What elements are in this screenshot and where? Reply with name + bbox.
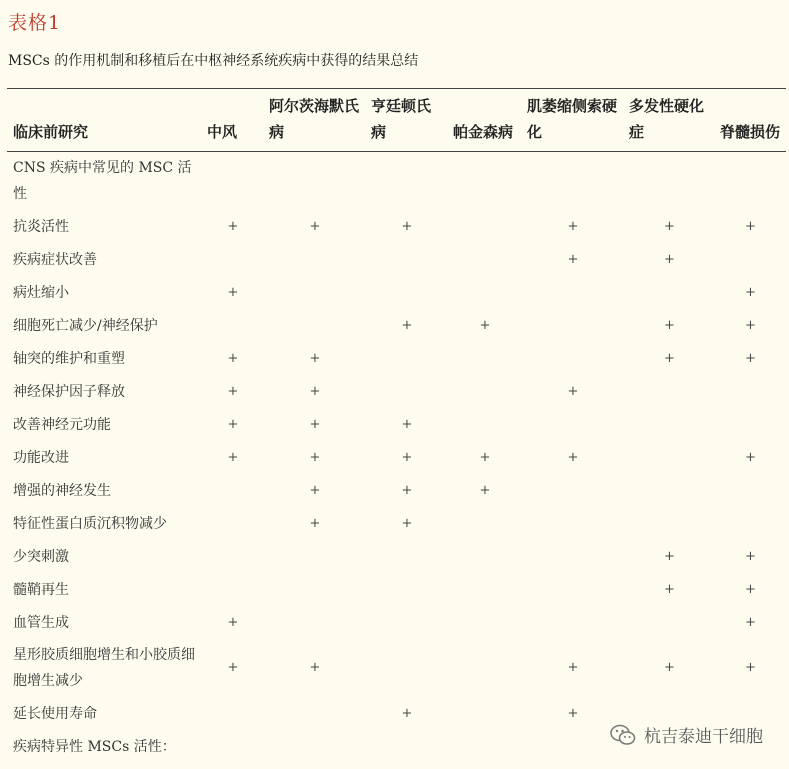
result-mark [624,507,715,540]
result-mark: + [567,383,579,399]
result-mark [366,606,448,639]
row-label: 增强的神经发生 [13,482,111,499]
result-mark: + [309,482,321,498]
result-mark [264,152,366,211]
result-mark: + [401,482,413,498]
header-disease-2: 阿尔茨海默氏病 [264,89,366,152]
result-mark [448,276,522,309]
result-mark [202,730,264,763]
table-row [7,375,786,408]
result-mark [522,408,624,441]
result-mark [522,309,624,342]
result-mark: + [745,218,756,234]
result-mark [715,408,786,441]
result-mark: + [745,284,756,300]
table-row [7,606,786,639]
result-mark [202,243,264,276]
result-mark [715,375,786,408]
result-mark [624,152,715,211]
result-mark [448,573,522,606]
result-mark [366,276,448,309]
result-mark [202,697,264,730]
result-mark: + [664,581,675,597]
wechat-icon [610,724,636,746]
result-mark [448,243,522,276]
result-mark [448,697,522,730]
row-label: 抗炎活性 [13,218,69,235]
result-mark: + [664,317,675,333]
row-label: 细胞死亡减少/神经保护 [13,317,158,334]
result-mark: + [227,383,239,399]
result-mark [715,243,786,276]
result-mark [264,730,366,763]
result-mark: + [227,284,239,300]
result-mark: + [745,449,756,465]
result-mark [366,540,448,573]
result-mark [366,730,448,763]
result-mark [448,606,522,639]
header-disease-1: 中风 [202,89,264,152]
row-label: 功能改进 [13,449,69,466]
result-mark [448,540,522,573]
result-mark: + [227,218,239,234]
result-mark [522,474,624,507]
result-mark [202,573,264,606]
table-row [7,474,786,507]
row-label: 疾病特异性 MSCs 活性： [13,738,176,755]
result-mark [448,408,522,441]
table-body [7,152,786,764]
result-mark: + [479,449,491,465]
result-mark: + [401,515,413,531]
table-row [7,540,786,573]
header-preclinical: 临床前研究 [7,89,202,152]
result-mark [448,375,522,408]
table-row [7,152,786,211]
result-mark: + [401,317,413,333]
watermark [606,720,767,749]
result-mark [522,342,624,375]
table-row [7,441,786,474]
result-mark [264,243,366,276]
result-mark [366,573,448,606]
result-mark: + [745,581,756,597]
result-mark: + [309,416,321,432]
result-mark: + [567,660,579,675]
result-mark [522,540,624,573]
table-row [7,210,786,243]
result-mark [264,573,366,606]
row-label: 特征性蛋白质沉积物减少 [13,515,167,532]
table-row [7,408,786,441]
result-mark [448,507,522,540]
table-row [7,639,786,697]
table-row [7,342,786,375]
result-mark: + [567,705,579,721]
table-header-row [7,89,786,152]
result-mark: + [745,350,756,366]
result-mark [624,375,715,408]
result-mark [448,342,522,375]
result-mark: + [664,548,675,564]
row-label: 延长使用寿命 [13,705,97,722]
result-mark: + [309,660,321,675]
result-mark: + [745,660,756,675]
header-disease-7: 脊髓损伤 [715,89,786,152]
row-label: 改善神经元功能 [13,416,111,433]
result-mark [522,507,624,540]
result-mark: + [309,218,321,234]
result-mark: + [401,218,413,234]
table-row [7,309,786,342]
result-mark: + [745,317,756,333]
result-mark [448,639,522,697]
result-mark [202,152,264,211]
result-mark: + [745,548,756,564]
row-label: 轴突的维护和重塑 [13,350,125,367]
result-mark: + [664,660,675,675]
row-label: 病灶缩小 [13,284,69,301]
table-row [7,276,786,309]
result-mark [366,639,448,697]
result-mark: + [309,383,321,399]
result-mark [624,606,715,639]
result-mark [522,152,624,211]
result-mark [522,606,624,639]
watermark-text: 杭吉泰迪干细胞 [644,727,763,747]
result-mark: + [664,251,675,267]
result-mark [624,276,715,309]
result-mark [624,408,715,441]
row-label: CNS 疾病中常见的 MSC 活性 [13,160,192,202]
result-mark [715,152,786,211]
result-mark: + [309,449,321,465]
result-mark [522,573,624,606]
result-mark [366,243,448,276]
result-mark: + [479,482,491,498]
result-mark [264,606,366,639]
result-mark [202,309,264,342]
result-mark: + [401,416,413,432]
result-mark [366,342,448,375]
result-mark [624,441,715,474]
result-mark [448,730,522,763]
result-mark: + [309,515,321,531]
header-disease-5: 肌萎缩侧索硬化 [522,89,624,152]
result-mark [264,540,366,573]
result-mark: + [227,614,239,630]
result-mark: + [664,350,675,366]
result-mark: + [227,350,239,366]
result-mark [715,474,786,507]
result-mark [366,152,448,211]
result-mark: + [479,317,491,333]
row-label: 星形胶质细胞增生和小胶质细胞增生减少 [13,647,195,689]
table-caption: MSCs 的作用机制和移植后在中枢神经系统疾病中获得的结果总结 [8,53,419,69]
row-label: 髓鞘再生 [13,581,69,598]
row-label: 少突刺激 [13,548,69,565]
result-mark [202,474,264,507]
result-mark [202,507,264,540]
result-mark: + [227,449,239,465]
result-mark [448,152,522,211]
row-label: 神经保护因子释放 [13,383,125,400]
result-mark [624,474,715,507]
table-row [7,507,786,540]
header-disease-4: 帕金森病 [448,89,522,152]
result-mark [715,507,786,540]
result-mark: + [664,218,675,234]
header-disease-6: 多发性硬化症 [624,89,715,152]
result-mark: + [401,449,413,465]
header-disease-3: 亨廷顿氏病 [366,89,448,152]
result-mark [448,210,522,243]
result-mark: + [567,218,579,234]
result-mark: + [567,251,579,267]
result-mark [264,697,366,730]
results-table [7,88,786,763]
result-mark: + [401,705,413,721]
table-title: 表格1 [8,12,62,34]
result-mark: + [227,416,239,432]
result-mark: + [309,350,321,366]
result-mark [264,276,366,309]
result-mark [366,375,448,408]
result-mark: + [227,660,239,675]
result-mark [522,276,624,309]
table-row [7,243,786,276]
result-mark: + [567,449,579,465]
table-row [7,573,786,606]
result-mark [202,540,264,573]
result-mark: + [745,614,756,630]
result-mark [264,309,366,342]
row-label: 血管生成 [13,614,69,631]
row-label: 疾病症状改善 [13,251,97,268]
